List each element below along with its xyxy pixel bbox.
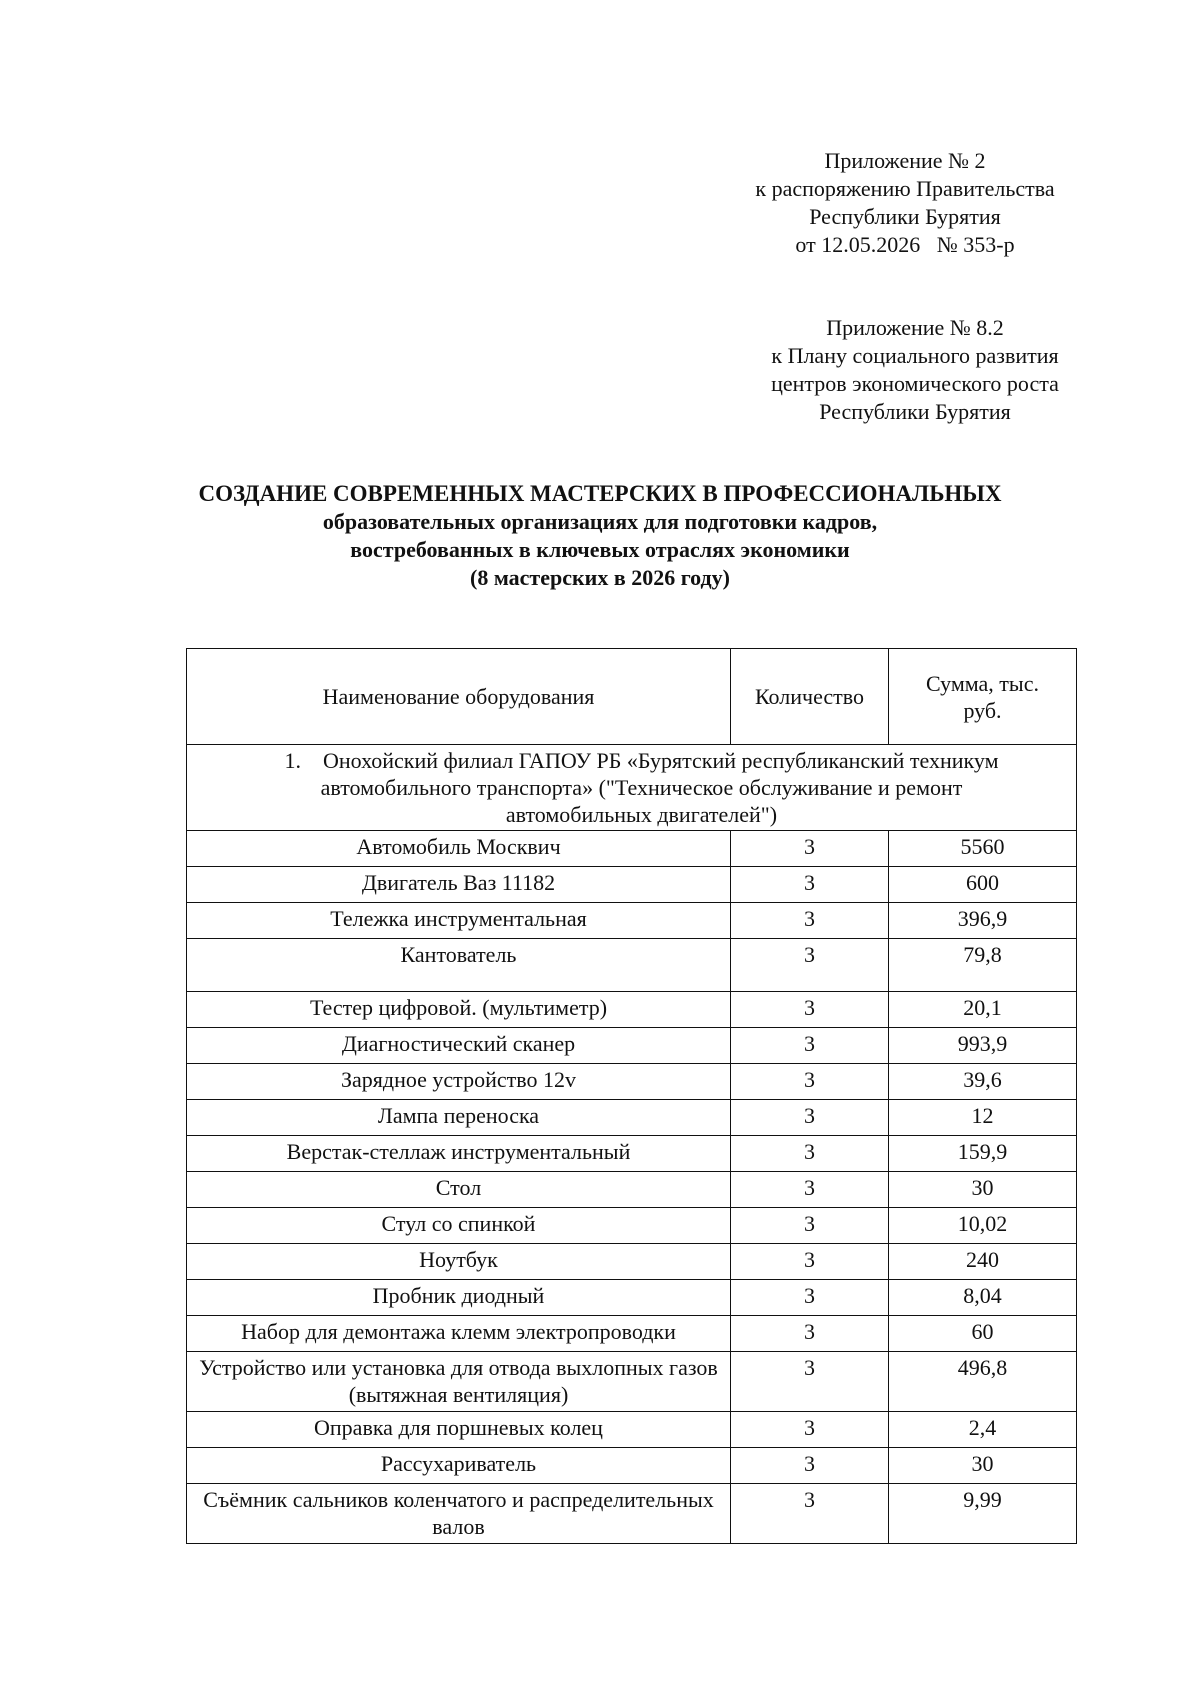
table-row xyxy=(187,831,1077,867)
column-header-sum: Сумма, тыс. руб. xyxy=(889,649,1077,745)
table-row xyxy=(187,1100,1077,1136)
attachment-2-line: к распоряжению Правительства xyxy=(755,176,1055,201)
table-row xyxy=(187,939,1077,992)
attachment-2-line: от 12.05.2026 № 353-р xyxy=(795,232,1015,257)
sum-cell: 2,4 xyxy=(889,1412,1077,1448)
equipment-name-cell: Оправка для поршневых колец xyxy=(187,1412,731,1448)
column-header-quantity: Количество xyxy=(731,649,889,745)
equipment-name-cell: Пробник диодный xyxy=(187,1280,731,1316)
table-body xyxy=(187,745,1077,1544)
attachment-2-header xyxy=(730,147,1080,259)
sum-cell: 8,04 xyxy=(889,1280,1077,1316)
quantity-cell: 3 xyxy=(731,1064,889,1100)
section-row xyxy=(187,745,1077,831)
attachment-2-line: Республики Бурятия xyxy=(809,204,1001,229)
sum-cell: 159,9 xyxy=(889,1136,1077,1172)
quantity-cell: 3 xyxy=(731,903,889,939)
sum-cell: 600 xyxy=(889,867,1077,903)
quantity-cell: 3 xyxy=(731,1028,889,1064)
title-line: (8 мастерских в 2026 году) xyxy=(470,565,730,590)
attachment-8-2-header xyxy=(745,314,1085,426)
table-row xyxy=(187,1316,1077,1352)
equipment-name-cell: Устройство или установка для отвода выхлопных газов (вытяжная вентиляция) xyxy=(187,1352,731,1412)
sum-cell: 993,9 xyxy=(889,1028,1077,1064)
quantity-cell: 3 xyxy=(731,1136,889,1172)
quantity-cell: 3 xyxy=(731,1412,889,1448)
quantity-cell: 3 xyxy=(731,992,889,1028)
equipment-name-cell: Кантователь xyxy=(187,939,731,992)
attachment-8-2-line: центров экономического роста xyxy=(771,371,1059,396)
section-text: Онохойский филиал ГАПОУ РБ «Бурятский республиканский техникум автомобильного транспорта» ("Техническое обслуживание и ремонт автомобильных двигателей") xyxy=(320,748,999,827)
quantity-cell: 3 xyxy=(731,1208,889,1244)
sum-cell: 9,99 xyxy=(889,1484,1077,1544)
equipment-name-cell: Автомобиль Москвич xyxy=(187,831,731,867)
table-row xyxy=(187,1172,1077,1208)
attachment-8-2-line: Приложение № 8.2 xyxy=(826,315,1004,340)
quantity-cell: 3 xyxy=(731,1316,889,1352)
table-row xyxy=(187,1244,1077,1280)
table-row xyxy=(187,1352,1077,1412)
equipment-name-cell: Тестер цифровой. (мультиметр) xyxy=(187,992,731,1028)
equipment-table xyxy=(186,648,1077,1544)
attachment-2-line: Приложение № 2 xyxy=(824,148,986,173)
equipment-name-cell: Диагностический сканер xyxy=(187,1028,731,1064)
quantity-cell: 3 xyxy=(731,1448,889,1484)
table-row xyxy=(187,1280,1077,1316)
sum-cell: 30 xyxy=(889,1172,1077,1208)
attachment-8-2-line: к Плану социального развития xyxy=(771,343,1059,368)
sum-cell: 60 xyxy=(889,1316,1077,1352)
sum-cell: 20,1 xyxy=(889,992,1077,1028)
equipment-name-cell: Стол xyxy=(187,1172,731,1208)
quantity-cell: 3 xyxy=(731,867,889,903)
table-row xyxy=(187,1484,1077,1544)
equipment-name-cell: Стул со спинкой xyxy=(187,1208,731,1244)
table-row xyxy=(187,1412,1077,1448)
quantity-cell: 3 xyxy=(731,939,889,992)
equipment-name-cell: Ноутбук xyxy=(187,1244,731,1280)
quantity-cell: 3 xyxy=(731,1172,889,1208)
table-row xyxy=(187,1448,1077,1484)
quantity-cell: 3 xyxy=(731,1352,889,1412)
section-cell xyxy=(187,745,1077,831)
equipment-name-cell: Двигатель Ваз 11182 xyxy=(187,867,731,903)
quantity-cell: 3 xyxy=(731,831,889,867)
equipment-name-cell: Верстак-стеллаж инструментальный xyxy=(187,1136,731,1172)
table-row xyxy=(187,1064,1077,1100)
title-line: образовательных организациях для подготовки кадров, xyxy=(322,509,878,534)
sum-cell: 79,8 xyxy=(889,939,1077,992)
sum-cell: 496,8 xyxy=(889,1352,1077,1412)
table-row xyxy=(187,867,1077,903)
section-number: 1. xyxy=(284,748,301,773)
table-row xyxy=(187,1028,1077,1064)
table-header-row xyxy=(187,649,1077,745)
sum-cell: 30 xyxy=(889,1448,1077,1484)
equipment-name-cell: Зарядное устройство 12v xyxy=(187,1064,731,1100)
document-title xyxy=(90,480,1110,592)
sum-cell: 396,9 xyxy=(889,903,1077,939)
equipment-name-cell: Тележка инструментальная xyxy=(187,903,731,939)
table-row xyxy=(187,1136,1077,1172)
sum-cell: 39,6 xyxy=(889,1064,1077,1100)
quantity-cell: 3 xyxy=(731,1280,889,1316)
sum-cell: 240 xyxy=(889,1244,1077,1280)
title-line: востребованных в ключевых отраслях экономики xyxy=(350,537,850,562)
quantity-cell: 3 xyxy=(731,1100,889,1136)
attachment-8-2-line: Республики Бурятия xyxy=(819,399,1011,424)
equipment-name-cell: Лампа переноска xyxy=(187,1100,731,1136)
equipment-name-cell: Набор для демонтажа клемм электропроводки xyxy=(187,1316,731,1352)
quantity-cell: 3 xyxy=(731,1484,889,1544)
sum-cell: 5560 xyxy=(889,831,1077,867)
equipment-name-cell: Съёмник сальников коленчатого и распределительных валов xyxy=(187,1484,731,1544)
equipment-name-cell: Рассухариватель xyxy=(187,1448,731,1484)
column-header-name: Наименование оборудования xyxy=(187,649,731,745)
table-row xyxy=(187,1208,1077,1244)
quantity-cell: 3 xyxy=(731,1244,889,1280)
table-row xyxy=(187,992,1077,1028)
sum-cell: 12 xyxy=(889,1100,1077,1136)
sum-cell: 10,02 xyxy=(889,1208,1077,1244)
table-row xyxy=(187,903,1077,939)
title-line: СОЗДАНИЕ СОВРЕМЕННЫХ МАСТЕРСКИХ В ПРОФЕССИОНАЛЬНЫХ xyxy=(198,481,1002,506)
